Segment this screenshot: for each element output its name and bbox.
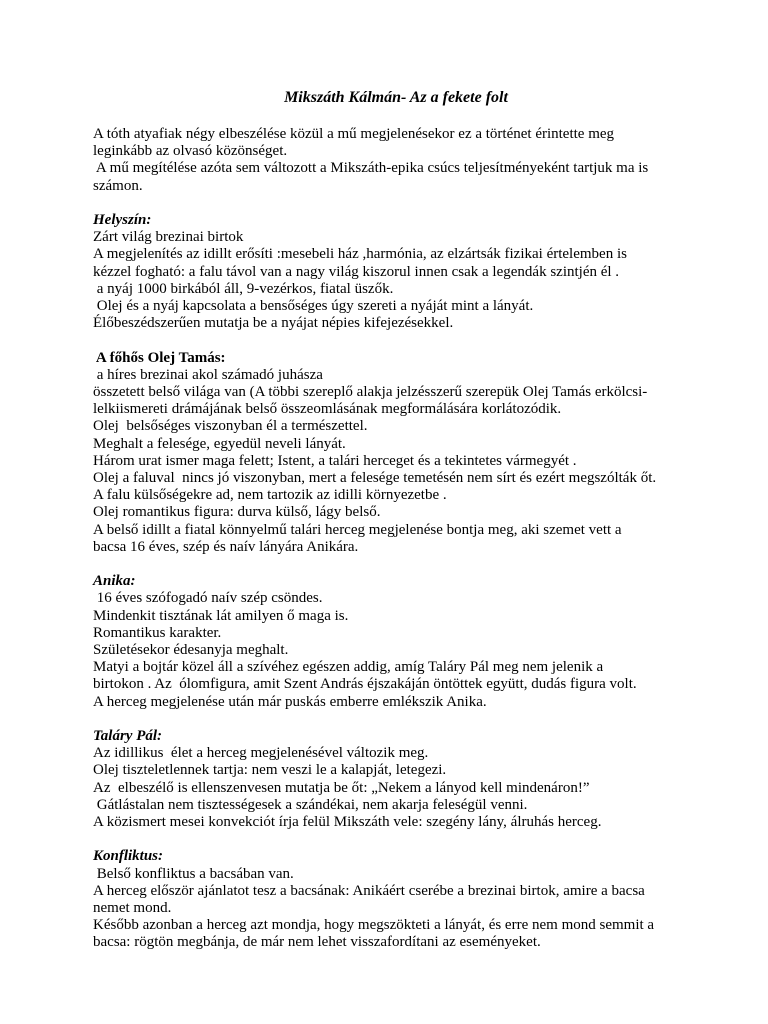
section-line: lelkiismereti drámájának belső összeomlásának megformálására korlátozódik. (93, 401, 562, 418)
section-line: Három urat ismer maga felett; Istent, a talári herceget és a tekintetes vármegyét . (93, 452, 577, 469)
section-heading-talary: Taláry Pál: (93, 728, 163, 745)
section-line: bacsa 16 éves, szép és naív lányára Anikára. (93, 538, 359, 555)
section-line: összetett belső világa van (A többi szereplő alakja jelzésszerű szerepük Olej Tamás erkölcsi- (93, 384, 648, 401)
section-heading-anika: Anika: (93, 573, 136, 590)
section-line: A herceg először ajánlatot tesz a bacsának: Anikáért cserébe a brezinai birtok, amire a bacsa (93, 882, 645, 899)
section-line: Romantikus karakter. (93, 624, 222, 641)
section-heading-konfliktus: Konfliktus: (93, 848, 164, 865)
section-line: nemet mond. (93, 900, 172, 917)
section-line: Matyi a bojtár közel áll a szívéhez egészen addig, amíg Taláry Pál meg nem jelenik a (93, 659, 604, 676)
intro-line: A tóth atyafiak négy elbeszélése közül a mű megjelenésekor ez a történet érintette meg (93, 126, 615, 142)
paragraph-gap (93, 332, 693, 349)
section-line: Olej tiszteletlennek tartja: nem veszi le a kalapját, letegezi. (93, 762, 447, 779)
section-line: Gátlástalan nem tisztességesek a szándékai, nem akarja feleségül venni. (93, 796, 528, 813)
intro-line: számon. (93, 177, 143, 194)
paragraph-gap (93, 195, 693, 212)
section-line: Zárt világ brezinai birtok (93, 229, 244, 246)
intro-line: A mű megítélése azóta sem változott a Mikszáth-epika csúcs teljesítményeként tartjuk ma is (93, 160, 649, 177)
intro-paragraph (93, 126, 693, 195)
section-anika (93, 573, 693, 711)
section-line: Meghalt a felesége, egyedül neveli lányát. (93, 435, 346, 452)
section-talary (93, 728, 693, 831)
section-line: Olej belsőséges viszonyban él a természettel. (93, 418, 368, 435)
section-line: birtokon . Az ólomfigura, amit Szent András éjszakáján öntöttek együtt, dudás figura volt. (93, 676, 637, 693)
section-line: Olej romantikus figura: durva külső, lágy belső. (93, 504, 381, 521)
section-line: Mindenkit tisztának lát amilyen ő maga is. (93, 607, 349, 624)
paragraph-gap (93, 711, 693, 728)
section-line: 16 éves szófogadó naív szép csöndes. (93, 590, 323, 607)
section-line: Belső konfliktus a bacsában van. (93, 865, 294, 882)
paragraph-gap (93, 556, 693, 573)
section-konfliktus (93, 848, 693, 951)
document-title: Mikszáth Kálmán- Az a fekete folt (284, 89, 508, 106)
section-line: bacsa: rögtön megbánja, de már nem lehet visszafordítani az eseményeket. (93, 934, 541, 951)
document-page (93, 88, 693, 952)
section-line: A megjelenítés az idillt erősíti :mesebeli ház ,harmónia, az elzártsák fizikai értelemben is (93, 246, 627, 263)
section-line: Az idillikus élet a herceg megjelenésével változik meg. (93, 745, 429, 762)
section-line: Olej a faluval nincs jó viszonyban, mert a felesége temetésén nem sírt és ezért megszólták őt. (93, 470, 657, 487)
section-line: Születésekor édesanyja meghalt. (93, 642, 289, 659)
section-line: A falu külsőségekre ad, nem tartozik az idilli környezetbe . (93, 487, 447, 504)
section-line: A belső idillt a fiatal könnyelmű talári herceg megjelenése bontja meg, aki szemet vett a (93, 521, 622, 538)
intro-line: leginkább az olvasó közönséget. (93, 143, 288, 160)
section-line: a nyáj 1000 birkából áll, 9-vezérkos, fiatal üszők. (93, 280, 394, 297)
paragraph-gap (93, 831, 693, 848)
section-helyszin (93, 212, 693, 332)
section-line: A herceg megjelenése után már puskás emberre emlékszik Anika. (93, 693, 487, 710)
section-line: Élőbeszédszerűen mutatja be a nyájat népies kifejezésekkel. (93, 315, 454, 332)
section-line: kézzel fogható: a falu távol van a nagy világ kiszorul innen csak a legendák szintjén él . (93, 263, 620, 280)
section-line: Olej és a nyáj kapcsolata a bensőséges úgy szereti a nyáját mint a lányát. (93, 298, 534, 315)
section-line: A közismert mesei konvekciót írja felül Mikszáth vele: szegény lány, álruhás herceg. (93, 814, 602, 831)
section-line: Az elbeszélő is ellenszenvesen mutatja be őt: „Nekem a lányod kell mindenáron!” (93, 779, 590, 796)
section-fohos (93, 350, 693, 556)
section-line: a híres brezinai akol számadó juhásza (93, 366, 323, 383)
section-line: Később azonban a herceg azt mondja, hogy megszökteti a lányát, és erre nem mond semmit a (93, 917, 655, 934)
section-heading-helyszin: Helyszín: (93, 212, 152, 228)
section-heading-fohos: A főhős Olej Tamás: (93, 349, 226, 366)
